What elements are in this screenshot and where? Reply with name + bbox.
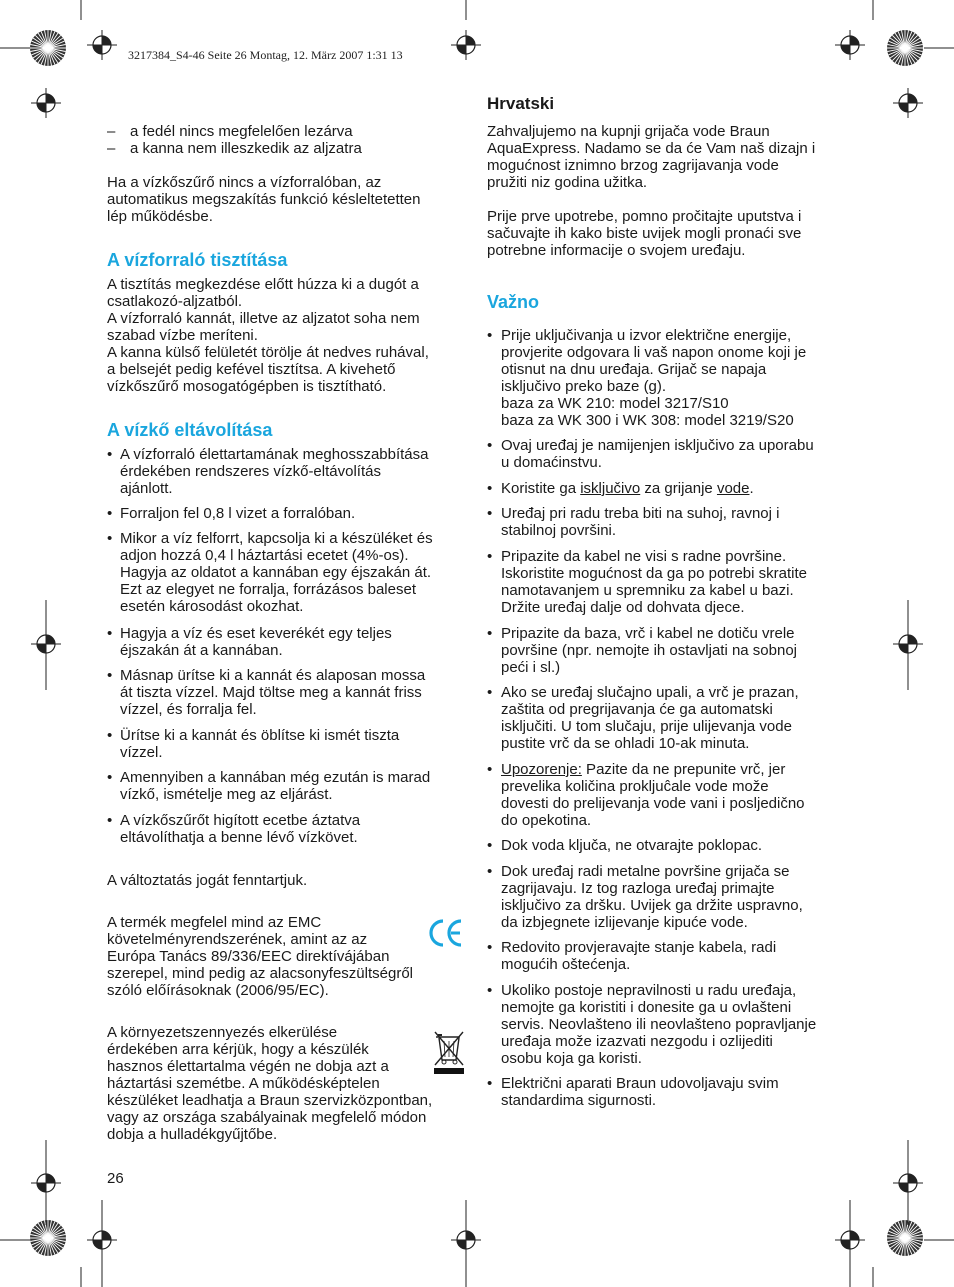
list-item [107,625,467,659]
emc-compliance-text: A termék megfelel mind az EMC követelményrendszerének, amint az az Európa Tanács 89/336/EEC direktívájában szerepel, mind pedig az alacsonyfeszültségről szóló előírásoknak (2006/95/EC). [107,914,413,999]
bullet-marker: • [487,761,493,778]
thanks-text: Zahvaljujemo na kupnji grijača vode Braun AquaExpress. Nadamo se da će Vam naš dizajn i mogućnost iznimno brzog zagrijavanja vode pružiti niz godina užitka. [487,123,816,191]
section-heading-important: Važno [487,292,540,312]
crossed-bin-icon [432,1028,466,1076]
list-item-text: Ürítse ki a kannát és öblítse ki ismét tiszta vízzel. [120,727,400,761]
bullet-marker: • [107,530,113,547]
filter-note: Ha a vízkőszűrő nincs a vízforralóban, az automatikus megszakítás funkció késleltetetten lép működésbe. [107,174,421,225]
list-item-text: Pripazite da kabel ne visi s radne površine. Iskoristite mogućnost da ga po potrebi skratite namotavanjem u spremniku za kabel u bazi. Držite uređaj dalje od dohvata djece. [501,548,807,616]
list-item-text [501,480,847,497]
list-item [487,437,847,471]
list-item [107,530,467,615]
list-item-text: Mikor a víz felforrt, kapcsolja ki a készüléket és adjon hozzá 0,4 l háztartási ecetet (4%-os). Hagyja az oldatot a kannában egy éjszakán át. Ezt az elegyet ne forralja, forrázásos baleset esetén károsodást okozhat. [120,530,433,615]
bullet-marker: • [487,480,493,497]
bullet-marker: • [487,684,493,701]
list-item-text: Forraljon fel 0,8 l vizet a forralóban. [120,505,356,522]
bullet-marker: • [487,863,493,880]
list-item [487,863,847,931]
bullet-marker: • [107,505,113,522]
list-item [487,982,847,1067]
cleaning-text: A tisztítás megkezdése előtt húzza ki a dugót a csatlakozó-aljzatból. A vízforraló kannát, illetve az aljzatot soha nem szabad vízbe meríteni. A kanna külső felületét törölje át nedves ruhával, a belsejét pedig kefével tisztítsa. A kivehető vízkőszűrő mosogatógépben is tisztítható. [107,276,429,395]
list-item [107,667,467,718]
list-item [107,812,467,846]
text-run: Koristite ga [501,480,581,497]
list-item-text [501,761,847,829]
list-item [487,480,847,497]
list-item [107,769,467,803]
list-item [487,327,847,429]
list-item [487,684,847,752]
bullet-marker: • [107,769,113,786]
read-instructions-text: Prije prve upotrebe, pomno pročitajte uputstva i sačuvajte ih kako biste uvijek mogli pronaći sve potrebne informacije o svojem uređaju. [487,208,802,259]
list-item-text: Redovito provjeravajte stanje kabela, radi mogućih oštećenja. [501,939,777,973]
list-item-text: Dok voda ključa, ne otvarajte poklopac. [501,837,762,854]
list-item-text: Ovaj uređaj je namijenjen isključivo za uporabu u domaćinstvu. [501,437,814,471]
list-item-text: Amennyiben a kannában még ezután is marad vízkő, ismételje meg az eljárást. [120,769,431,803]
ce-mark-icon [427,916,465,950]
bullet-marker: • [487,939,493,956]
bullet-marker: • [487,1075,493,1092]
list-item [487,505,847,539]
underlined-word: vode [716,480,750,497]
bullet-marker: • [107,812,113,829]
rights-note: A változtatás jogát fenntartjuk. [107,872,308,889]
list-item-text: Másnap ürítse ki a kannát és alaposan mossa át tiszta vízzel. Majd töltse meg a kannát friss vízzel, és forralja fel. [120,667,426,718]
section-heading-cleaning: A vízforraló tisztítása [107,250,288,270]
print-header: 3217384_S4-46 Seite 26 Montag, 12. März 2007 1:31 13 [128,48,403,62]
list-item [487,1075,847,1109]
list-item [107,140,362,157]
environment-text: A környezetszennyezés elkerülése érdekében arra kérjük, hogy a készülék hasznos élettartalma végén ne dobja azt a háztartási szemétbe. A működésképtelen készüléket leadhatja a Braun szervizközpontban, vagy az országa szabályainak megfelelő módon dobja a hulladékgyűjtőbe. [107,1024,433,1143]
list-item [487,761,847,829]
bullet-marker: • [487,625,493,642]
list-item [107,505,467,522]
bullet-marker: • [107,625,113,642]
language-heading: Hrvatski [487,94,555,113]
list-item [487,837,847,854]
bullet-marker: • [487,982,493,999]
list-item-text: Hagyja a víz és eset keverékét egy teljes éjszakán át a kannában. [120,625,392,659]
list-item [107,727,467,761]
bullet-marker: • [107,667,113,684]
warning-label: Upozorenje: [501,761,582,778]
underlined-word: isključivo [580,480,641,497]
list-item-text: A vízkőszűrőt higított ecetbe áztatva eltávolíthatja a benne lévő vízkövet. [120,812,361,846]
bullet-marker: • [487,548,493,565]
list-item [487,939,847,973]
dash-marker: – [107,123,116,140]
list-item-text: Ukoliko postoje nepravilnosti u radu uređaja, nemojte ga koristiti i donesite ga u ovlašteni servis. Neovlašteno ili neovlašteno popravljanje uređaja može izazvati nezgodu i ozlijediti osobu koja ga koristi. [501,982,817,1067]
bullet-marker: • [487,327,493,344]
list-item [487,625,847,676]
dash-marker: – [107,140,116,157]
bullet-marker: • [487,837,493,854]
list-item-text: Ako se uređaj slučajno upali, a vrč je prazan, zaštita od pregrijavanja će ga automatski isključiti. U tom slučaju, prije ulijevanja vode pustite vrč da se ohladi 10-ak minuta. [501,684,799,752]
text-run: Pazite da ne prepunite vrč, jer prevelika količina prokljuĉale vode može dovesti do prelijevanja vode vani i posljedično do opekotina. [501,761,805,829]
bullet-marker: • [107,446,113,463]
bullet-marker: • [107,727,113,744]
list-item-text: a fedél nincs megfelelően lezárva [130,123,353,140]
list-item-text: A vízforraló élettartamának meghosszabbítása érdekében rendszeres vízkő-eltávolítás ajánlott. [120,446,429,497]
list-item-text: Pripazite da baza, vrč i kabel ne dotiču vrele površine (npr. nemojte ih ostavljati na sobnoj peći i sl.) [501,625,798,676]
list-item-text: a kanna nem illeszkedik az aljzatra [130,140,362,157]
list-item-text: Prije uključivanja u izvor električne energije, provjerite odgovara li vaš napon onome koji je otisnut na dnu uređaja. Grijač se napaja isključivo preko baze (g). baza za WK 210: model 3217/S10 baza za WK 300 i WK 308: model 3219/S20 [501,327,807,429]
list-item-text: Dok uređaj radi metalne površine grijača se zagrijavaju. Iz tog razloga uređaj primajte isključivo za dršku. Uvijek ga držite uspravno, da izbjegnete izlijevanje kipuće vode. [501,863,803,931]
text-run: . [749,480,754,497]
list-item [107,123,353,140]
list-item-text: Električni aparati Braun udovoljavaju svim standardima sigurnosti. [501,1075,779,1109]
list-item [107,446,467,497]
list-item [487,548,847,616]
text-run: za grijanje [640,480,717,497]
page-number: 26 [107,1170,124,1187]
list-item-text: Uređaj pri radu treba biti na suhoj, ravnoj i stabilnoj površini. [501,505,780,539]
bullet-marker: • [487,437,493,454]
bullet-marker: • [487,505,493,522]
section-heading-descaling: A vízkő eltávolítása [107,420,273,440]
